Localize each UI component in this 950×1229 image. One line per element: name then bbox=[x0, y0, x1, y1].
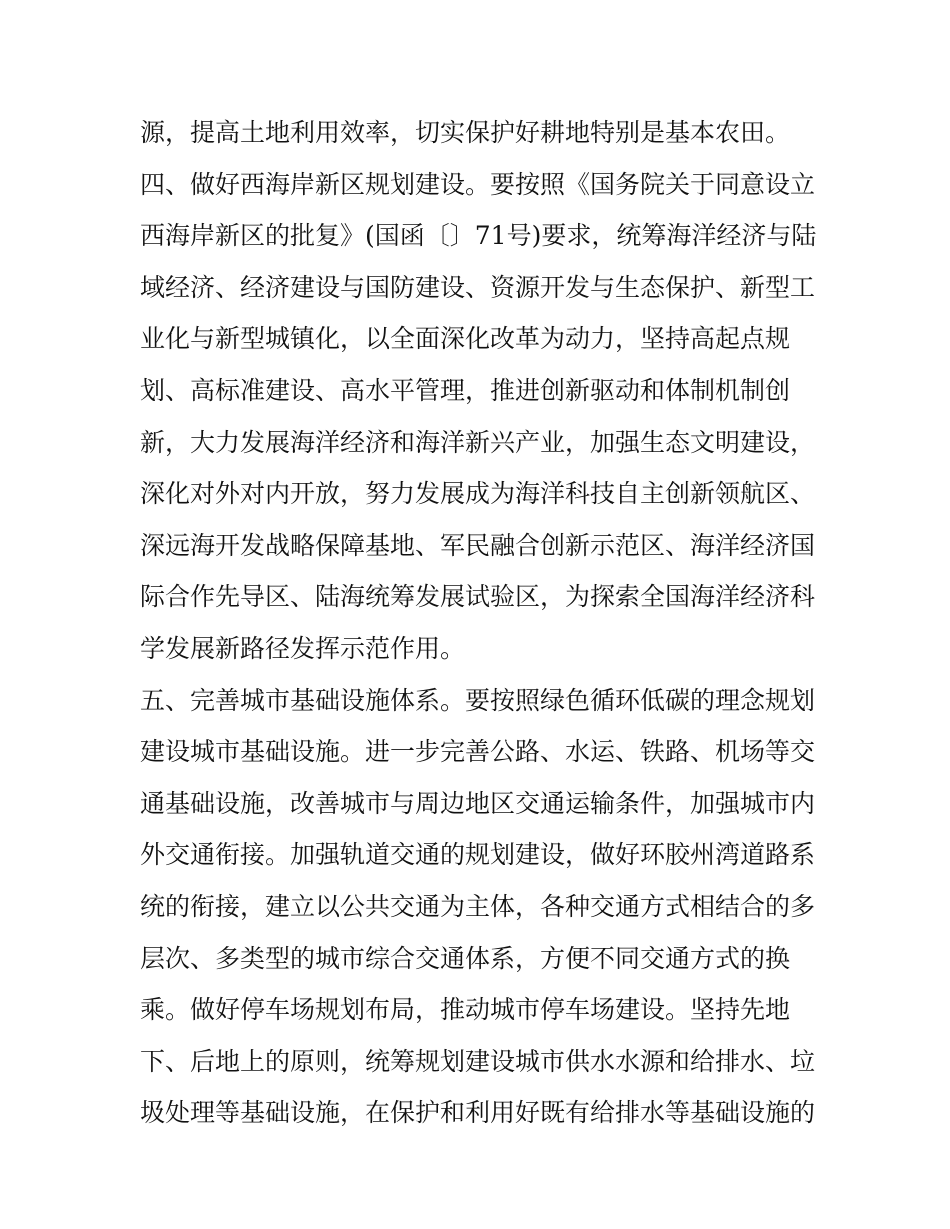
text-line-7: 新，大力发展海洋经济和海洋新兴产业，加强生态文明建设， bbox=[140, 427, 816, 457]
text-line-1: 源，提高土地利用效率，切实保护好耕地特别是基本农田。 bbox=[140, 118, 791, 147]
document-body bbox=[140, 107, 820, 1139]
text-line-3: 西海岸新区的批复》(国函〔〕71号)要求，统筹海洋经济与陆 bbox=[140, 221, 817, 251]
text-line-12: 五、完善城市基础设施体系。要按照绿色循环低碳的理念规划 bbox=[140, 685, 816, 715]
text-line-4: 域经济、经济建设与国防建设、资源开发与生态保护、新型工 bbox=[140, 272, 816, 302]
text-line-10: 际合作先导区、陆海统筹发展试验区，为探索全国海洋经济科 bbox=[140, 582, 816, 612]
text-line-17: 层次、多类型的城市综合交通体系，方便不同交通方式的换 bbox=[140, 943, 791, 973]
text-line-9: 深远海开发战略保障基地、军民融合创新示范区、海洋经济国 bbox=[140, 530, 816, 560]
text-line-2: 四、做好西海岸新区规划建设。要按照《国务院关于同意设立 bbox=[140, 169, 816, 199]
text-line-19: 下、后地上的原则，统筹规划建设城市供水水源和给排水、垃 bbox=[140, 1046, 816, 1076]
text-line-14: 通基础设施，改善城市与周边地区交通运输条件，加强城市内 bbox=[140, 788, 816, 818]
text-line-6: 划、高标准建设、高水平管理，推进创新驱动和体制机制创 bbox=[140, 375, 791, 405]
text-line-16: 统的衔接，建立以公共交通为主体，各种交通方式相结合的多 bbox=[140, 891, 816, 921]
text-line-20: 圾处理等基础设施，在保护和利用好既有给排水等基础设施的 bbox=[140, 1098, 816, 1128]
text-line-5: 业化与新型城镇化，以全面深化改革为动力，坚持高起点规 bbox=[140, 324, 791, 354]
text-line-11: 学发展新路径发挥示范作用。 bbox=[140, 633, 466, 663]
text-line-15: 外交通衔接。加强轨道交通的规划建设，做好环胶州湾道路系 bbox=[140, 840, 816, 870]
text-line-13: 建设城市基础设施。进一步完善公路、水运、铁路、机场等交 bbox=[140, 737, 816, 767]
text-line-8: 深化对外对内开放，努力发展成为海洋科技自主创新领航区、 bbox=[140, 479, 816, 509]
text-line-18: 乘。做好停车场规划布局，推动城市停车场建设。坚持先地 bbox=[140, 995, 791, 1025]
